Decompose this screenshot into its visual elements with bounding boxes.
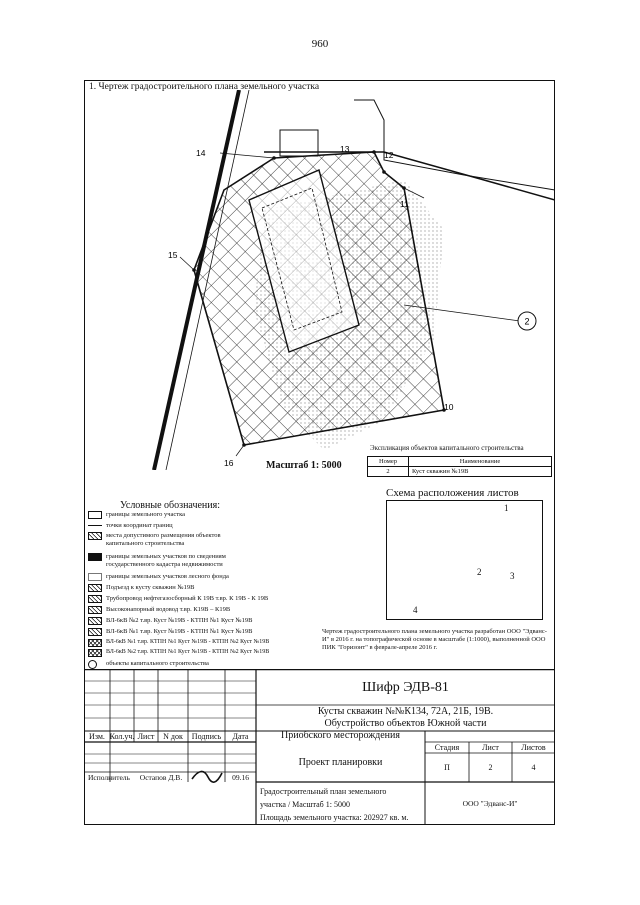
explication-cell-name: Куст скважин №19В — [409, 467, 552, 477]
point-label-16: 16 — [224, 458, 234, 468]
legend-item: точки координат границ — [88, 522, 173, 530]
plot-map — [84, 90, 555, 470]
company-name: ООО "Эдванс-И" — [462, 799, 518, 808]
title-block — [84, 669, 555, 825]
sheet-title: 1. Чертеж градостроительного плана земельного участка — [89, 82, 320, 92]
explication-header-number: Номер — [368, 457, 409, 467]
schema-number: 1 — [504, 503, 509, 513]
point-label-14: 14 — [196, 148, 206, 158]
col-header: Кол.уч. — [109, 732, 135, 741]
executor-role: Исполнитель — [88, 772, 130, 782]
explication-table — [367, 456, 552, 477]
col-header: Дата — [232, 732, 249, 741]
legend-item: ВЛ-6кВ №2 т.вр. КТПН №1 Куст №19В - КТПН №2 Куст №19В — [88, 649, 269, 657]
col-header: Лист — [137, 732, 155, 741]
legend-item: объекты капитального строительства — [88, 660, 209, 669]
object-label: 2 — [524, 316, 530, 327]
sheets-header: Листов — [521, 743, 546, 752]
col-header: Подпись — [191, 732, 222, 741]
drawing-note: Чертеж градостроительного плана земельного участка разработан ООО "Эдванс-И" в 2016 г. на топографической основе в масштабе (1:1000), выполненной ООО ПИК "Горизонт" в феврале-апреле 2016 г. — [322, 628, 547, 651]
legend-item: Подъезд к кусту скважин №19В — [88, 584, 194, 592]
point-label-11: 11 — [400, 199, 409, 209]
stage-name: Проект планировки — [298, 756, 383, 768]
col-header: N док — [163, 732, 183, 741]
explication-header-name: Наименование — [409, 457, 552, 467]
map-scale: Масштаб 1: 5000 — [266, 460, 342, 471]
col-header: Изм. — [89, 732, 105, 741]
sheet-desc-line-1: Градостроительный план земельного — [260, 787, 387, 796]
point-label-10: 10 — [444, 402, 454, 412]
schema-title: Схема расположения листов — [386, 487, 519, 499]
project-code: Шифр ЭДВ-81 — [362, 680, 449, 695]
point-label-12: 12 — [384, 150, 394, 160]
legend-item: границы земельного участка — [88, 511, 185, 519]
legend-item: границы земельных участков по сведениям государственного кадастра недвижимости — [88, 553, 276, 568]
explication-title: Экспликация объектов капитального строительства — [370, 444, 524, 452]
stage-value: П — [444, 763, 450, 772]
sheet-value: 2 — [488, 763, 493, 772]
sheet-desc-line-2: участка / Масштаб 1: 5000 — [260, 800, 350, 809]
legend-item: Трубопровод нефтегазосборный К 19В т.вр. К 19В - К 19В — [88, 595, 268, 603]
schema-number: 3 — [510, 571, 515, 581]
point-label-13: 13 — [340, 144, 350, 154]
explication-cell-number: 2 — [368, 467, 409, 477]
legend-item: места допустимого размещения объектов капитального строительства — [88, 532, 256, 547]
page-number: 960 — [311, 38, 329, 50]
sheet-description — [260, 785, 425, 824]
schema-number: 4 — [413, 605, 418, 615]
project-line-2: Обустройство объектов Южной части — [324, 717, 487, 729]
point-label-15: 15 — [168, 250, 178, 260]
executor-name: Остапов Д.В. — [139, 772, 183, 782]
sheet-header: Лист — [482, 743, 499, 752]
legend-item: ВЛ-6кВ №2 т.вр. Куст №19В - КТПН №1 Куст №19В — [88, 617, 252, 625]
project-line-3: Приобского месторождения — [281, 730, 400, 741]
legend-title: Условные обозначения: — [120, 500, 221, 511]
project-line-1: Кусты скважин №№К134, 72А, 21Б, 19В. — [317, 705, 494, 717]
legend-item: ВЛ-6кВ №1 т.вр. КТПН №1 Куст №19В - КТПН №2 Куст №19В — [88, 639, 269, 647]
sheet-layout-schema — [386, 500, 543, 620]
legend-item: ВЛ-6кВ №1 т.вр. Куст №19В - КТПН №1 Куст №19В — [88, 628, 252, 636]
legend-item: Высоконапорный водовод т.вр. К19В – К19В — [88, 606, 230, 614]
stage-header: Стадия — [434, 743, 460, 752]
sheet-desc-line-3: Площадь земельного участка: 202927 кв. м. — [260, 813, 409, 822]
legend-item: границы земельных участков лесного фонда — [88, 573, 229, 581]
executor-date: 09.16 — [232, 772, 249, 782]
schema-number: 2 — [477, 567, 482, 577]
sheets-value: 4 — [531, 763, 536, 772]
